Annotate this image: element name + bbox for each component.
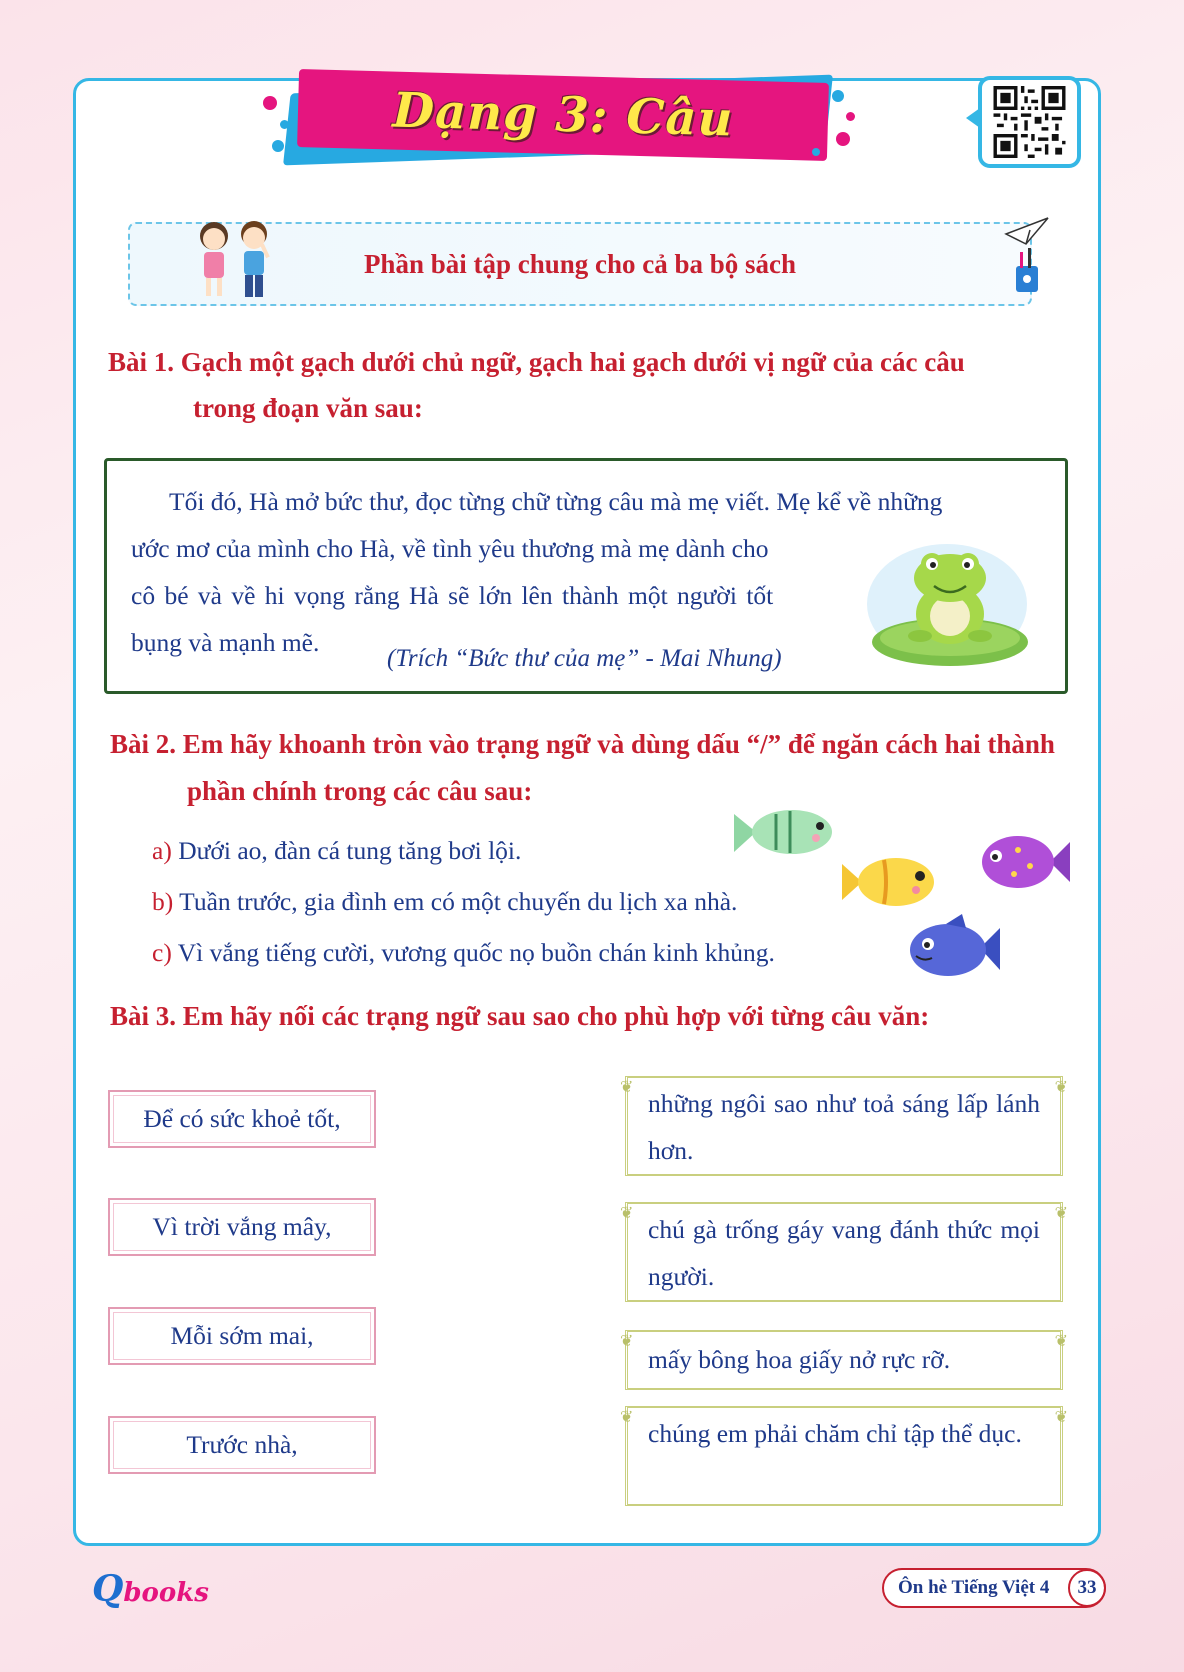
decor-dot bbox=[812, 148, 820, 156]
children-illustration-icon bbox=[186, 214, 286, 306]
qr-code-icon[interactable] bbox=[978, 76, 1081, 168]
match-left-item[interactable]: Để có sức khoẻ tốt, bbox=[108, 1090, 376, 1148]
item-label: a) bbox=[152, 836, 172, 865]
exercise-2-title: Bài 2. Em hãy khoanh tròn vào trạng ngữ và dùng dấu “/” để ngăn cách hai thành bbox=[110, 729, 1055, 759]
blue-fish-icon bbox=[906, 912, 1002, 984]
item-text: Vì vắng tiếng cười, vương quốc nọ buồn chán kinh khủng. bbox=[177, 938, 775, 967]
exercise-2-item bbox=[152, 887, 737, 917]
exercise-2-item bbox=[152, 938, 775, 968]
decor-dot bbox=[272, 140, 284, 152]
page-number: 33 bbox=[1068, 1569, 1106, 1607]
exercise-2-item bbox=[152, 836, 521, 866]
passage-line: cô bé và về hi vọng rằng Hà sẽ lớn lên thành một người tốt bbox=[131, 581, 774, 610]
match-left-item[interactable]: Mỗi sớm mai, bbox=[108, 1307, 376, 1365]
passage-line: ước mơ của mình cho Hà, về tình yêu thương mà mẹ dành cho bbox=[131, 534, 769, 563]
frog-on-lily-pad-icon bbox=[862, 524, 1032, 674]
exercise-1-title: Bài 1. Gạch một gạch dưới chủ ngữ, gạch hai gạch dưới vị ngữ của các câu bbox=[108, 347, 965, 377]
passage-citation: (Trích “Bức thư của mẹ” - Mai Nhung) bbox=[387, 645, 782, 672]
match-left-item[interactable]: Vì trời vắng mây, bbox=[108, 1198, 376, 1256]
book-title: Ôn hè Tiếng Việt 4 bbox=[898, 1577, 1050, 1598]
match-right-item[interactable]: ❦ những ngôi sao như toả sáng lấp lánh hơn. ❦ bbox=[625, 1076, 1063, 1176]
purple-fish-icon bbox=[978, 826, 1072, 898]
publisher-logo: Qbooks bbox=[92, 1568, 209, 1610]
decor-dot bbox=[263, 96, 277, 110]
exercise-2-title-cont: phần chính trong các câu sau: bbox=[187, 776, 533, 806]
item-label: b) bbox=[152, 887, 174, 916]
decor-dot bbox=[846, 112, 855, 121]
decor-dot bbox=[836, 132, 850, 146]
paper-plane-pencil-cup-icon bbox=[1002, 214, 1052, 296]
green-fish-icon bbox=[732, 796, 842, 868]
title-banner bbox=[258, 66, 868, 176]
section-title: Phần bài tập chung cho cả ba bộ sách bbox=[363, 248, 797, 279]
match-left-item[interactable]: Trước nhà, bbox=[108, 1416, 376, 1474]
item-text: Tuần trước, gia đình em có một chuyến du lịch xa nhà. bbox=[179, 887, 738, 916]
item-label: c) bbox=[152, 938, 172, 967]
decor-dot bbox=[280, 120, 289, 129]
item-text: Dưới ao, đàn cá tung tăng bơi lội. bbox=[178, 836, 522, 865]
passage-line: bụng và mạnh mẽ. bbox=[131, 628, 320, 657]
footer-book-info bbox=[882, 1568, 1106, 1608]
match-right-item[interactable]: ❦ chúng em phải chăm chỉ tập thể dục. ❦ bbox=[625, 1406, 1063, 1506]
match-right-item[interactable]: ❦ chú gà trống gáy vang đánh thức mọi người. ❦ bbox=[625, 1202, 1063, 1302]
qr-code-image bbox=[988, 86, 1071, 158]
decor-dot bbox=[832, 90, 844, 102]
page-title: Dạng 3: Câu bbox=[391, 82, 735, 148]
passage-line: Tối đó, Hà mở bức thư, đọc từng chữ từng câu mà mẹ viết. Mẹ kể về những bbox=[169, 487, 943, 516]
yellow-fish-icon bbox=[840, 848, 940, 916]
exercise-3-title: Bài 3. Em hãy nối các trạng ngữ sau sao cho phù hợp với từng câu văn: bbox=[110, 1001, 930, 1031]
match-right-item[interactable]: ❦ mấy bông hoa giấy nở rực rỡ. ❦ bbox=[625, 1330, 1063, 1390]
exercise-1-title-cont: trong đoạn văn sau: bbox=[193, 393, 423, 423]
